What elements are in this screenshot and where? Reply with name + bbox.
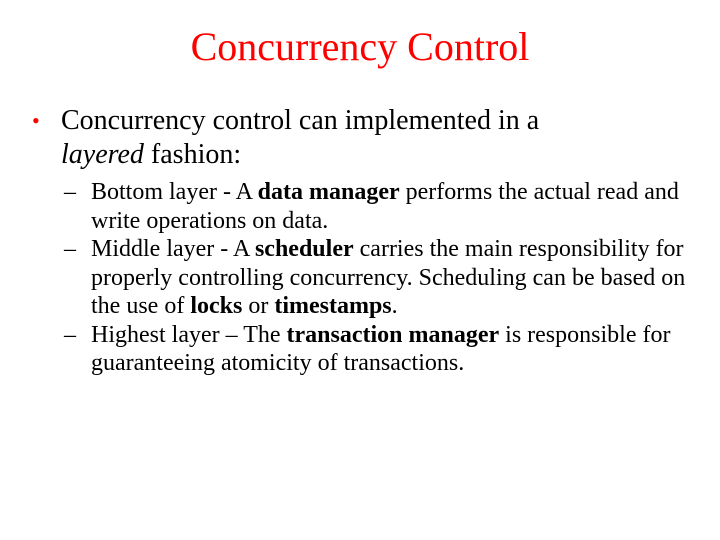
slide-title: Concurrency Control (190, 24, 530, 69)
sub-bullet-bold: timestamps (274, 293, 392, 319)
sub-bullet-list (64, 178, 694, 378)
sub-bullet-text: carries the main responsibility for properly controlling concurrency. Scheduling can be based on the use of (91, 236, 686, 319)
sub-bullet-text: Highest layer – The (91, 321, 287, 348)
sub-bullet-bold: scheduler (254, 236, 354, 262)
sub-bullet-dash: – (64, 179, 76, 205)
main-bullet-text (61, 104, 672, 172)
sub-bullet-bottom-layer (64, 178, 694, 235)
sub-bullet-text: Bottom layer - A (91, 179, 258, 205)
main-bullet-italic: layered (61, 139, 144, 170)
sub-bullet-highest-layer (64, 321, 694, 378)
sub-bullet-dash: – (64, 321, 76, 348)
sub-bullet-bold: locks (190, 293, 243, 319)
sub-bullet-text: or (242, 293, 275, 319)
sub-bullet-dash: – (64, 236, 76, 262)
main-bullet (32, 104, 672, 172)
sub-bullet-text: . (391, 293, 398, 319)
main-bullet-text-1: Concurrency control can implemented in a (61, 105, 540, 136)
main-bullet-text-2: fashion: (143, 139, 242, 170)
sub-bullet-text: Middle layer - A (91, 236, 255, 262)
sub-bullet-text: performs the actual read and write operations on data. (91, 179, 679, 234)
bullet-marker: • (32, 108, 40, 133)
sub-bullet-text: is responsible for guaranteeing atomicity of transactions. (91, 321, 671, 376)
sub-bullet-bold: transaction manager (286, 321, 500, 348)
sub-bullet-bold: data manager (257, 179, 400, 205)
sub-bullet-middle-layer (64, 235, 694, 321)
